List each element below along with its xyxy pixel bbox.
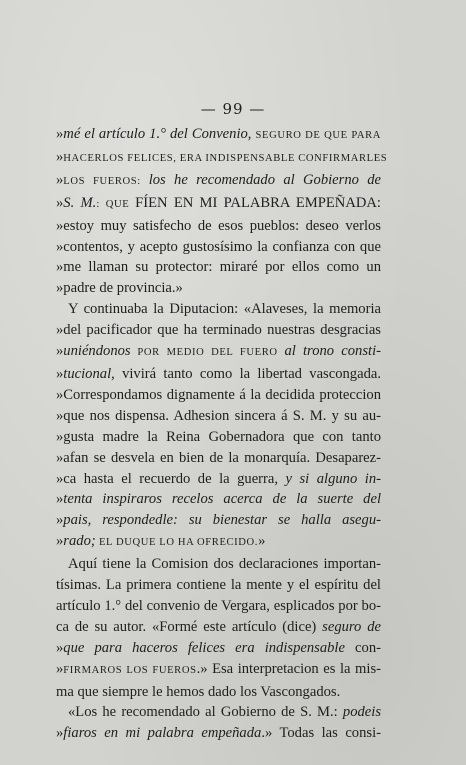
text-segment: tenta inspiraros recelos acerca de la suerte del: [63, 491, 381, 508]
body-text: [56, 124, 388, 744]
text-line: [56, 682, 381, 703]
text-segment: «Los he recomendado al Gobierno de S. M.:: [68, 704, 343, 721]
text-segment: .» Todas las consi-: [261, 725, 381, 742]
text-segment: »gusta madre la Reina Gobernadora que con tanto: [56, 428, 381, 445]
text-line: [56, 489, 381, 510]
text-segment: »: [56, 512, 64, 529]
text-line: [56, 659, 381, 682]
text-line: [56, 216, 381, 237]
text-segment: »Correspondamos dignamente á la decidida proteccion: [56, 386, 381, 403]
page-number: — 99 —: [200, 100, 266, 118]
text-line: [56, 617, 381, 638]
text-line: [56, 320, 381, 341]
text-line: [56, 448, 381, 469]
text-segment: S. M.: [63, 194, 97, 211]
text-segment: POR MEDIO DEL FUERO: [130, 347, 285, 359]
text-segment: HACERLOS FELICES, ERA INDISPENSABLE CONFIRMARLES: [63, 152, 388, 164]
text-segment: »padre de provincia.»: [56, 280, 183, 297]
text-line: [56, 427, 381, 448]
text-segment: »: [56, 365, 64, 382]
text-line: [56, 469, 381, 490]
text-segment: »: [56, 639, 64, 656]
text-segment: »: [56, 725, 64, 742]
text-segment: »: [56, 533, 64, 550]
text-segment: Aquí tiene la Comision dos declaraciones importan-: [68, 556, 381, 573]
text-segment: .» Esa interpretacion es la mis-: [196, 660, 381, 677]
text-segment: »contentos, y acepto gustosísimo la confianza con que: [56, 238, 381, 255]
text-segment: pais, respondedle: su bienestar se halla asegu-: [63, 512, 381, 529]
text-segment: y si alguno in-: [285, 470, 381, 487]
text-line: [56, 278, 381, 299]
text-segment: LOS FUEROS:: [63, 175, 149, 187]
text-segment: , vivirá tanto como la libertad vascongada.: [111, 365, 381, 382]
text-line: [56, 299, 381, 320]
text-segment: »: [56, 148, 64, 165]
text-line: [56, 531, 381, 554]
text-line: [56, 147, 388, 170]
text-segment: seguro de: [322, 618, 381, 635]
text-segment: »: [258, 533, 266, 550]
text-segment: artículo 1.° del convenio de Vergara, esplicados por bo-: [56, 597, 381, 614]
text-segment: »afan se desvela en bien de la monarquía. Desaparez-: [56, 449, 381, 466]
text-segment: EL DUQUE LO HA OFRECIDO.: [95, 537, 259, 549]
text-segment: mé el artículo 1.° del Convenio,: [63, 126, 256, 142]
text-segment: »ca hasta el recuerdo de la guerra,: [56, 470, 286, 487]
text-segment: tísimas. La primera contiene la mente y el espíritu del: [56, 577, 381, 594]
text-segment: podeis: [342, 704, 381, 721]
text-segment: »: [56, 194, 64, 211]
text-segment: : QUE: [96, 198, 136, 210]
text-segment: que para haceros felices era indispensable: [63, 639, 345, 656]
text-line: [56, 237, 381, 258]
text-line: [56, 723, 381, 744]
text-line: [56, 510, 381, 531]
text-segment: »que nos dispensa. Adhesion sincera á S. M. y su au-: [56, 407, 381, 424]
text-segment: al trono consti-: [284, 343, 382, 360]
text-segment: »: [56, 660, 64, 677]
text-segment: »: [56, 126, 64, 142]
text-segment: »: [56, 491, 64, 508]
text-line: [56, 124, 381, 147]
text-segment: ma que siempre le hemos dado los Vascongados.: [56, 683, 341, 700]
text-segment: FÍEN EN MI PALABRA EMPEÑADA:: [135, 194, 381, 211]
text-line: [56, 575, 381, 596]
text-segment: rado;: [63, 533, 96, 550]
text-segment: ca de su autor. «Formé este artículo (dice): [56, 618, 323, 635]
text-segment: »estoy muy satisfecho de esos pueblos: deseo verlos: [56, 217, 381, 234]
text-line: [56, 385, 381, 406]
text-segment: FIRMAROS LOS FUEROS: [63, 664, 197, 676]
text-line: [56, 257, 381, 278]
text-segment: uniéndonos: [63, 343, 131, 360]
text-line: [56, 193, 381, 216]
text-line: [56, 596, 381, 617]
text-segment: con-: [344, 639, 381, 656]
text-line: [56, 554, 381, 575]
text-segment: los he recomendado al Gobierno de: [148, 171, 381, 188]
text-segment: tucional: [63, 365, 112, 382]
text-line: [56, 638, 381, 659]
text-segment: »del pacificador que ha terminado nuestras desgracias: [56, 322, 381, 339]
text-segment: »: [56, 171, 64, 188]
text-segment: Y continuaba la Diputacion: «Alaveses, la memoria: [68, 301, 381, 318]
text-segment: »: [56, 343, 64, 360]
text-line: [56, 170, 381, 193]
text-line: [56, 702, 381, 723]
text-segment: SEGURO DE QUE PARA: [255, 130, 382, 141]
text-line: [56, 364, 381, 385]
text-line: [56, 341, 381, 364]
text-segment: fiaros en mi palabra empeñada: [63, 725, 262, 742]
text-line: [56, 406, 381, 427]
text-segment: »me llaman su protector: miraré por ellos como un: [56, 259, 381, 276]
